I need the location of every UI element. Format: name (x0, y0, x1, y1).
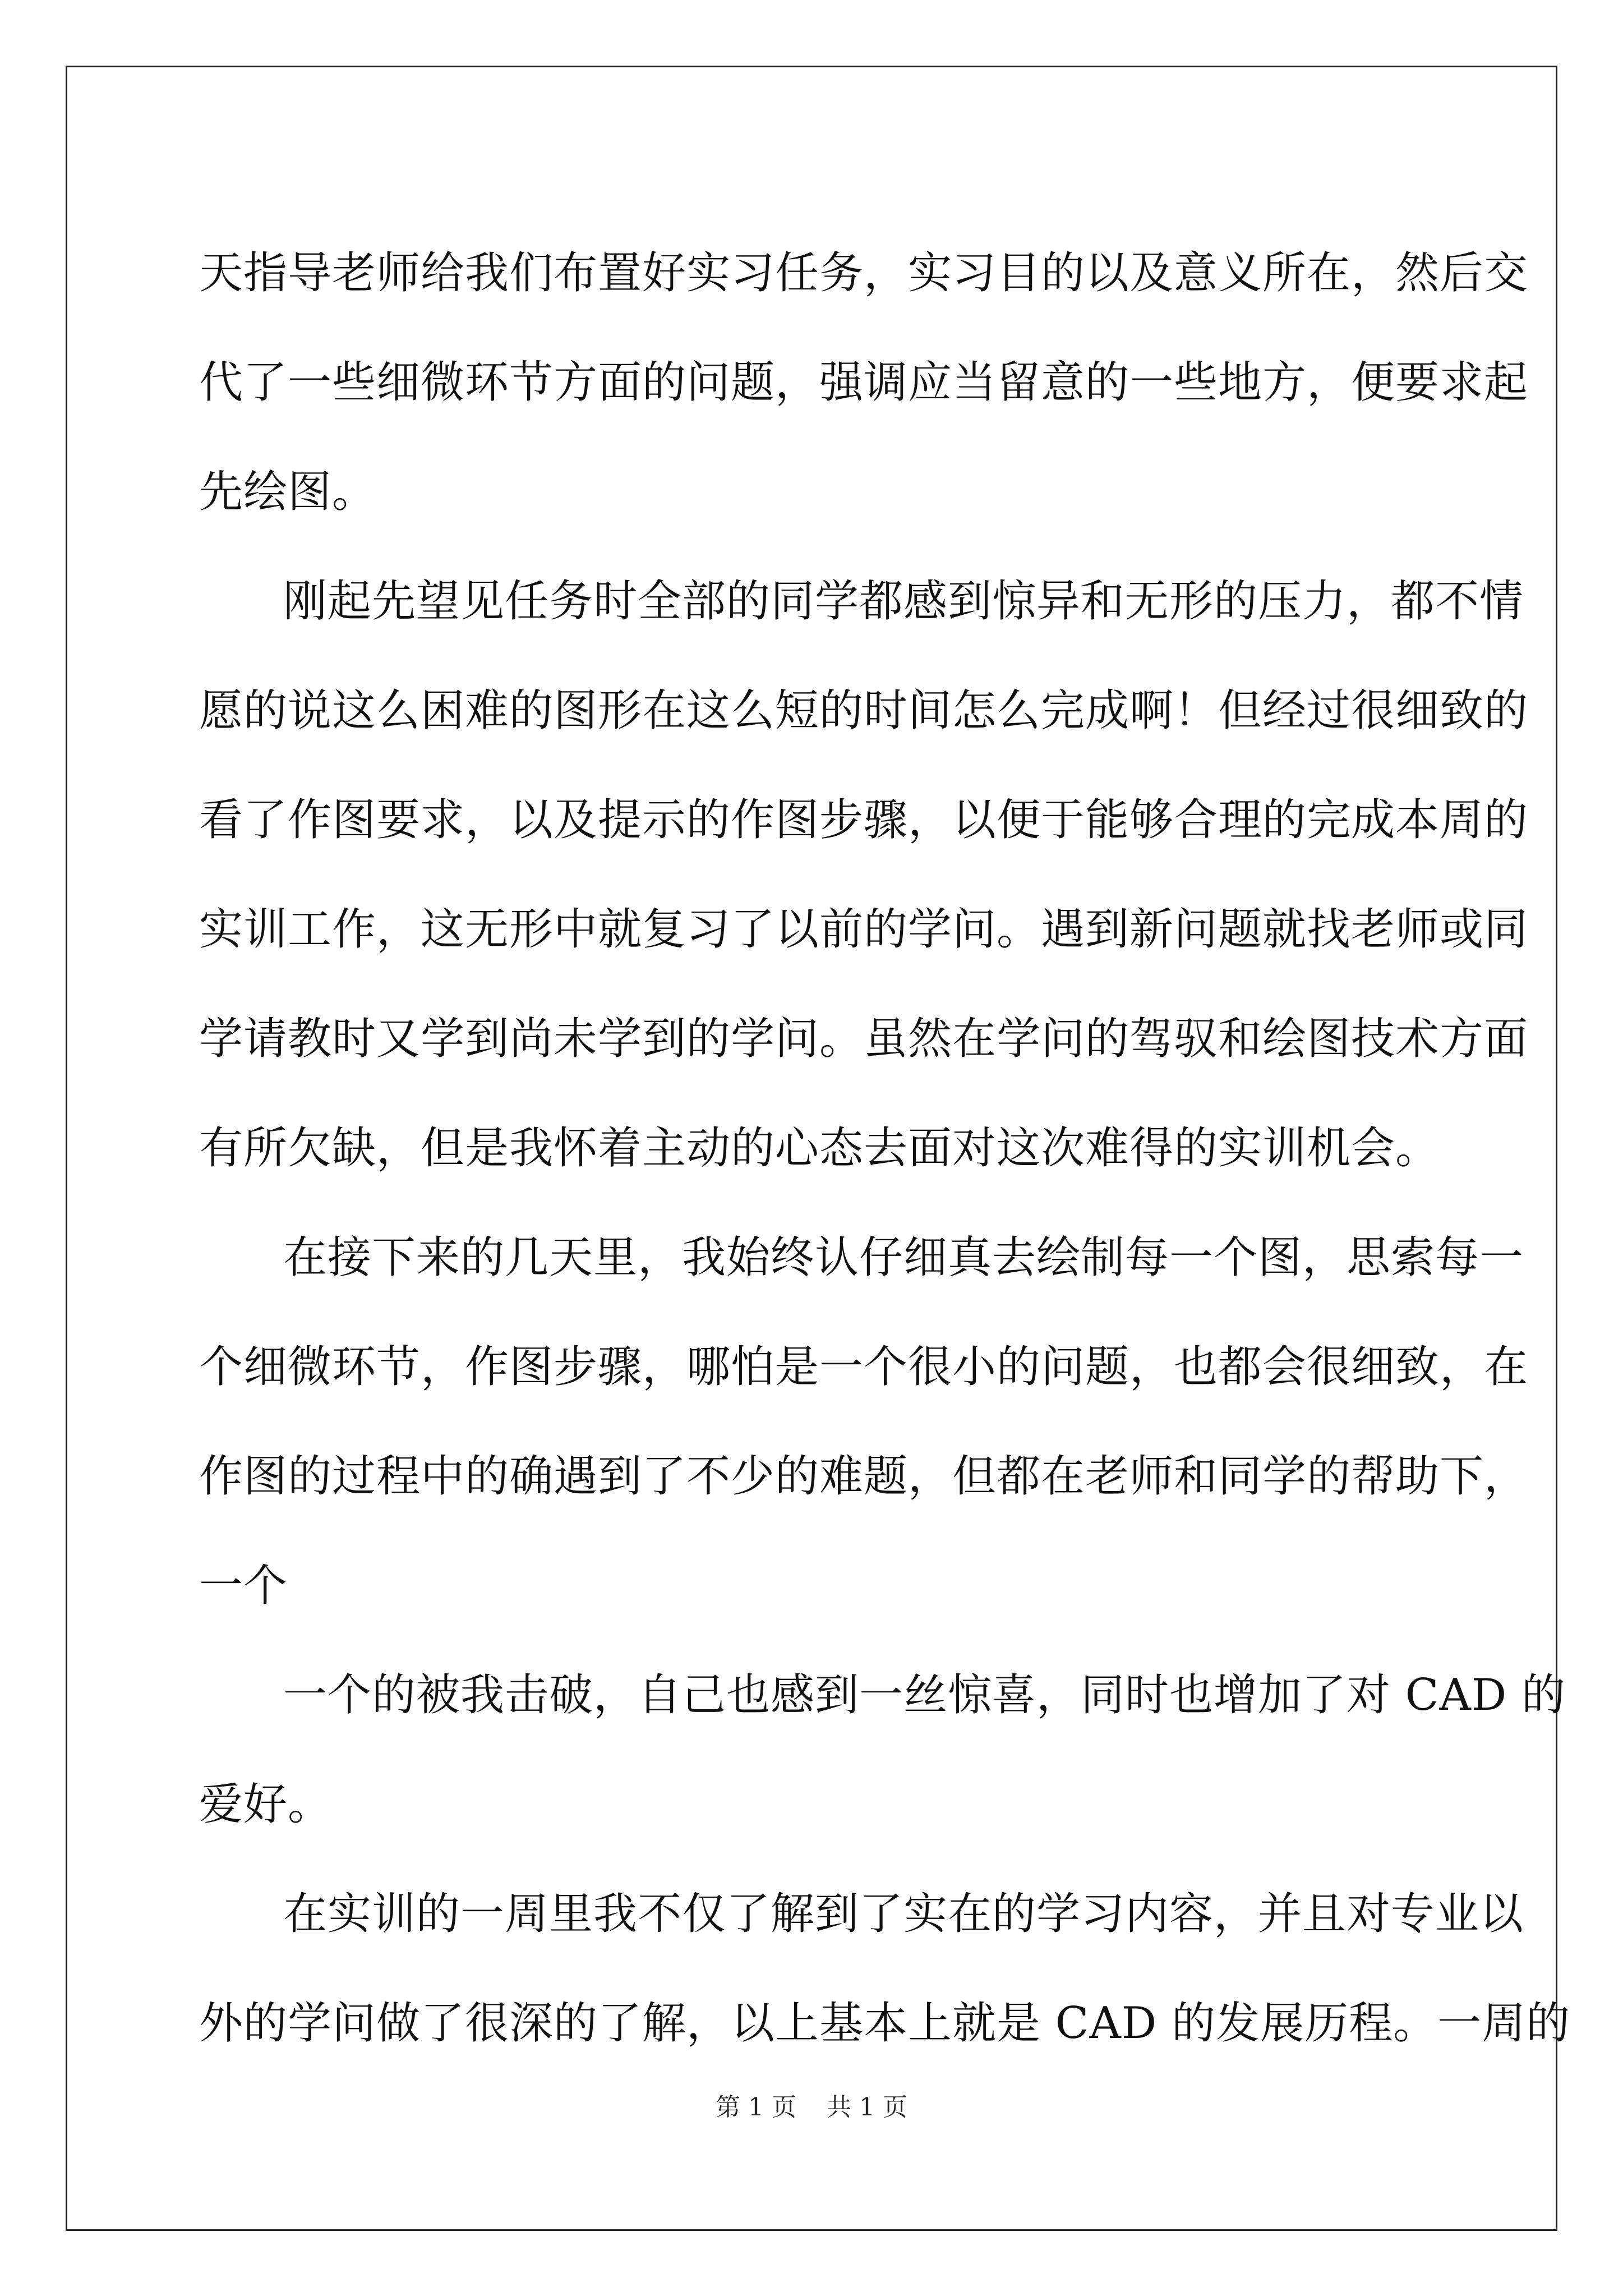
paragraph-5-line-1: 在实训的一周里我不仅了解到了实在的学习内容，并且对专业以 (283, 1889, 1524, 1939)
paragraph-3-line-2: 个细微环节，作图步骤，哪怕是一个很小的问题，也都会很细致，在 (199, 1342, 1529, 1392)
paragraph-2-line-2: 愿的说这么困难的图形在这么短的时间怎么完成啊！但经过很细致的 (199, 685, 1529, 736)
page-total: 共 1 页 (827, 2093, 907, 2122)
page-footer (0, 2087, 1623, 2123)
paragraph-1-line-1: 天指导老师给我们布置好实习任务，实习目的以及意义所在，然后交 (199, 248, 1529, 298)
document-body (199, 219, 1571, 2078)
paragraph-5-line-2: 外的学问做了很深的了解，以上基本上就是 CAD 的发展历程。一周的 (199, 1998, 1571, 2049)
paragraph-1-line-3: 先绘图。 (199, 467, 377, 517)
paragraph-2-line-3: 看了作图要求，以及提示的作图步骤，以便于能够合理的完成本周的 (199, 795, 1529, 845)
paragraph-2-line-6: 有所欠缺，但是我怀着主动的心态去面对这次难得的实训机会。 (199, 1123, 1440, 1174)
paragraph-1-line-2: 代了一些细微环节方面的问题，强调应当留意的一些地方，便要求起 (199, 357, 1529, 408)
paragraph-3-line-3: 作图的过程中的确遇到了不少的难题，但都在老师和同学的帮助下， (199, 1451, 1529, 1502)
paragraph-4-line-2: 爱好。 (199, 1779, 333, 1830)
page-number: 第 1 页 (716, 2093, 796, 2122)
paragraph-2-line-4: 实训工作，这无形中就复习了以前的学问。遇到新问题就找老师或同 (199, 904, 1529, 955)
paragraph-2-line-1: 刚起先望见任务时全部的同学都感到惊异和无形的压力，都不情 (283, 576, 1524, 627)
paragraph-2-line-5: 学请教时又学到尚未学到的学问。虽然在学问的驾驭和绘图技术方面 (199, 1014, 1529, 1064)
paragraph-4-line-1: 一个的被我击破，自己也感到一丝惊喜，同时也增加了对 CAD 的 (283, 1670, 1566, 1720)
paragraph-3-line-4: 一个 (199, 1561, 288, 1611)
paragraph-3-line-1: 在接下来的几天里，我始终认仔细真去绘制每一个图，思索每一 (283, 1232, 1524, 1283)
